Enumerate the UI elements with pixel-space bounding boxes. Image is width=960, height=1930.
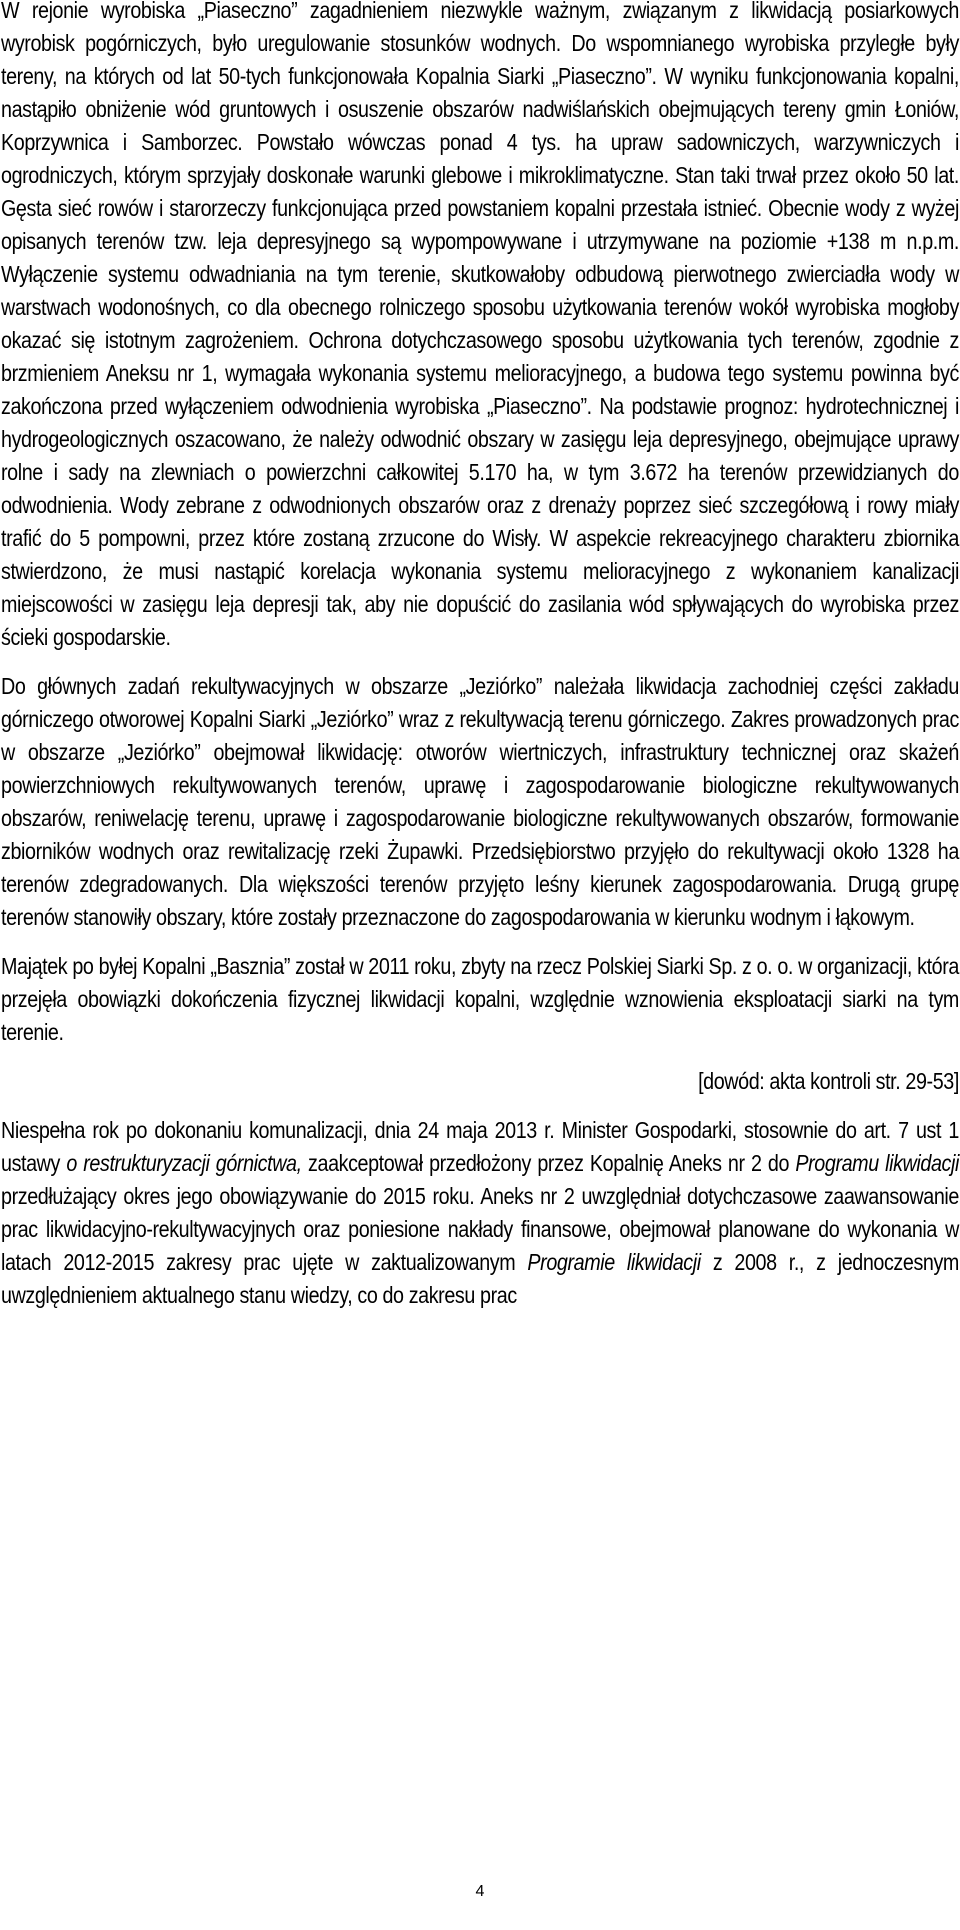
evidence-citation: [dowód: akta kontroli str. 29-53] [698, 1068, 959, 1094]
page-number: 4 [475, 1883, 485, 1900]
paragraph-piaseczno-water: W rejonie wyrobiska „Piaseczno” zagadnieniem niezwykle ważnym, związanym z likwidacją posiarkowych wyrobisk pogórniczych, było uregulowanie stosunków wodnych. Do wspomnianego wyrobiska przyległe były tereny, na których od lat 50-tych funkcjonowała Kopalnia Siarki „Piaseczno”. W wyniku funkcjonowania kopalni, nastąpiło obniżenie wód gruntowych i osuszenie obszarów nadwiślańskich obejmujących tereny gmin Łoniów, Koprzywnica i Samborzec. Powstało wówczas ponad 4 tys. ha upraw sadowniczych, warzywniczych i ogrodniczych, którym sprzyjały doskonałe warunki glebowe i mikroklimatyczne. Stan taki trwał przez około 50 lat. Gęsta sieć rowów i starorzeczy funkcjonująca przed powstaniem kopalni przestała istnieć. Obecnie wody z wyżej opisanych terenów tzw. leja depresyjnego są wypompowywane i utrzymywane na poziomie +138 m n.p.m. Wyłączenie systemu odwadniania na tym terenie, skutkowałoby odbudową pierwotnego zwierciadła wody w warstwach wodonośnych, co dla obecnego rolniczego sposobu użytkowania terenów wokół wyrobiska mogłoby okazać się istotnym zagrożeniem. Ochrona dotychczasowego sposobu użytkowania tych terenów, zgodnie z brzmieniem Aneksu nr 1, wymagała wykonania systemu melioracyjnego, a budowa tego systemu powinna być zakończona przed wyłączeniem odwodnienia wyrobiska „Piaseczno”. Na podstawie prognoz: hydrotechnicznej i hydrogeologicznych oszacowano, że należy odwodnić obszary w zasięgu leja depresyjnego, obejmujące uprawy rolne i sady na zlewniach o powierzchni całkowitej 5.170 ha, w tym 3.672 ha terenów przewidzianych do odwodnienia. Wody zebrane z odwodnionych obszarów oraz z drenaży poprzez sieć szczegółową i rowy miały trafić do 5 pompowni, przez które zostaną zrzucone do Wisły. W aspekcie rekreacyjnego charakteru zbiornika stwierdzono, że musi nastąpić korelacja wykonania systemu melioracyjnego z wykonaniem kanalizacji miejscowości w zasięgu leja depresji tak, aby nie dopuścić do zasilania wód spływających do wyrobiska przez ścieki gospodarskie. [1, 0, 959, 650]
program-title-italic: Programu likwidacji [795, 1150, 959, 1176]
program-title-italic: Programie likwidacji [527, 1249, 701, 1275]
annex-text-part: Niespełna rok po dokonaniu komunalizacji, dnia 24 maja 2013 r. Minister Gospodarki, stosownie do art. 7 ust 1 ustawy [1, 1117, 959, 1176]
paragraph-basznia-assets: Majątek po byłej Kopalni „Basznia” został w 2011 roku, zbyty na rzecz Polskiej Siarki Sp. z o. o. w organizacji, która przejęła obowiązki dokończenia fizycznej likwidacji kopalni, względnie wznowienia eksploatacji siarki na tym terenie. [1, 953, 959, 1045]
annex-text-part: przedłużający okres jego obowiązywanie do 2015 roku. Aneks nr 2 uwzględniał dotychczasowe zaawansowanie prac likwidacyjno-rekultywacyjnych oraz poniesione nakłady finansowe, obejmował planowane do wykonania w latach 2012-2015 zakresy prac ujęte w zaktualizowanym [1, 1183, 959, 1275]
annex-text-part: zaakceptował przedłożony przez Kopalnię Aneks nr 2 do [301, 1150, 796, 1176]
paragraph-annex-2 [1, 1114, 959, 1312]
annex-text-part: z 2008 r., z jednoczesnym uwzględnieniem aktualnego stanu wiedzy, co do zakresu prac [1, 1249, 959, 1308]
act-title-italic: o restrukturyzacji górnictwa, [66, 1150, 302, 1176]
paragraph-jeziorko-reclamation: Do głównych zadań rekultywacyjnych w obszarze „Jeziórko” należała likwidacja zachodniej części zakładu górniczego otworowej Kopalni Siarki „Jeziórko” wraz z rekultywacją terenu górniczego. Zakres prowadzonych prac w obszarze „Jeziórko” obejmował likwidację: otworów wiertniczych, infrastruktury technicznej oraz skażeń powierzchniowych rekultywowanych terenów, uprawę i zagospodarowanie biologiczne rekultywowanych obszarów, reniwelację terenu, uprawę i zagospodarowanie biologiczne rekultywowanych obszarów, formowanie zbiorników wodnych oraz rewitalizację rzeki Żupawki. Przedsiębiorstwo przyjęło do rekultywacji około 1328 ha terenów zdegradowanych. Dla większości terenów przyjęto leśny kierunek zagospodarowania. Drugą grupę terenów stanowiły obszary, które zostały przeznaczone do zagospodarowania w kierunku wodnym i łąkowym. [1, 673, 959, 930]
document-body [1, 0, 959, 1312]
